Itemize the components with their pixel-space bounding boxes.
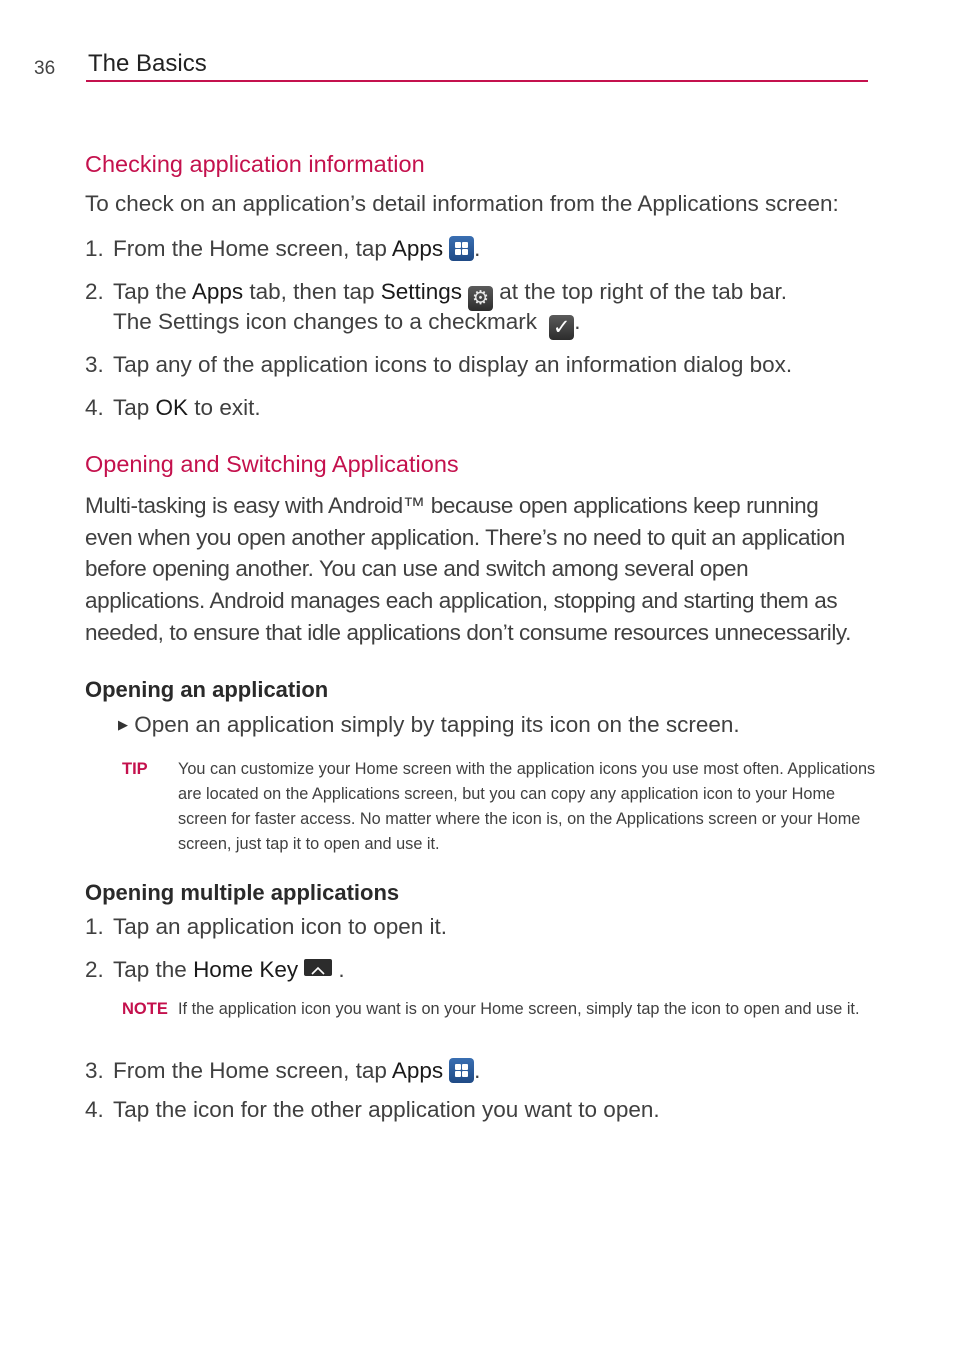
step-text: to exit. xyxy=(188,395,261,420)
step-text: Tap any of the application icons to display an information dialog box. xyxy=(113,352,793,377)
step-2 xyxy=(85,279,787,311)
tip-label: TIP xyxy=(122,760,148,778)
step-number: 2. xyxy=(85,957,104,982)
step-text: Tap the icon for the other application you want to open. xyxy=(113,1097,660,1122)
note-label: NOTE xyxy=(122,1000,168,1018)
page-number: 36 xyxy=(34,58,56,79)
multi-step-1 xyxy=(85,914,447,940)
step-end: . xyxy=(574,309,581,334)
step-number: 4. xyxy=(85,395,104,420)
home-key-label: Home Key xyxy=(193,957,299,982)
chapter-title: The Basics xyxy=(88,50,207,77)
apps-tab-label: Apps xyxy=(191,279,244,304)
checkmark-icon: ✓ xyxy=(549,315,574,340)
bullet-item xyxy=(118,712,740,738)
step-number: 3. xyxy=(85,352,104,377)
step-text: The Settings icon changes to a checkmark xyxy=(113,309,544,334)
bullet-text: Open an application simply by tapping its icon on the screen. xyxy=(134,712,740,737)
step-text: tab, then tap xyxy=(243,279,381,304)
home-key-icon xyxy=(304,959,332,976)
settings-label: Settings xyxy=(380,279,463,304)
apps-icon xyxy=(449,1058,474,1083)
multi-step-4 xyxy=(85,1097,660,1123)
step-number: 1. xyxy=(85,914,104,939)
step-4 xyxy=(85,395,261,421)
step-text: Tap the xyxy=(113,279,192,304)
section-title-switching: Opening and Switching Applications xyxy=(85,451,459,477)
step-number: 4. xyxy=(85,1097,104,1122)
step-text: From the Home screen, tap xyxy=(113,236,392,261)
ok-label: OK xyxy=(155,395,189,420)
section-paragraph: Multi-tasking is easy with Android™ because open applications keep running even when you open another application. There’s no need to quit an application before opening another. You can use and switch among several open applications. Android manages each application, stopping and starting them as needed, to ensure that idle applications don’t consume resources unnecessarily. xyxy=(85,493,851,645)
apps-icon xyxy=(449,236,474,261)
subsection-title-multiple: Opening multiple applications xyxy=(85,880,400,905)
settings-icon: ⚙ xyxy=(468,286,493,311)
step-number: 1. xyxy=(85,236,104,261)
step-text: Tap an application icon to open it. xyxy=(113,914,447,939)
step-end: . xyxy=(332,957,345,982)
tip-text: You can customize your Home screen with the application icons you use most often. Applications are located on the Applications screen, but you can copy any application icon to your Home screen for faster access. No matter where the icon is, on the Applications screen or your Home screen, just tap it to open and use it. xyxy=(178,760,876,853)
section-intro: To check on an application’s detail information from the Applications screen: xyxy=(85,191,839,216)
step-1 xyxy=(85,236,480,262)
section-title-checking: Checking application information xyxy=(85,151,425,177)
step-end: . xyxy=(474,236,481,261)
step-text: at the top right of the tab bar. xyxy=(493,279,787,304)
apps-label: Apps xyxy=(391,1058,444,1083)
multi-step-3 xyxy=(85,1058,480,1084)
step-3 xyxy=(85,352,792,378)
step-number: 2. xyxy=(85,279,104,304)
step-number: 3. xyxy=(85,1058,104,1083)
step-text: Tap xyxy=(113,395,156,420)
apps-label: Apps xyxy=(391,236,444,261)
bullet-arrow-icon: ▶ xyxy=(118,717,128,732)
step-end: . xyxy=(474,1058,481,1083)
header-rule xyxy=(86,80,868,82)
subsection-title-opening: Opening an application xyxy=(85,677,329,702)
step-2-line-2 xyxy=(113,309,581,340)
step-text: Tap the xyxy=(113,957,194,982)
multi-step-2 xyxy=(85,957,345,983)
note-text: If the application icon you want is on your Home screen, simply tap the icon to open and use it. xyxy=(178,1000,860,1018)
step-text: From the Home screen, tap xyxy=(113,1058,392,1083)
